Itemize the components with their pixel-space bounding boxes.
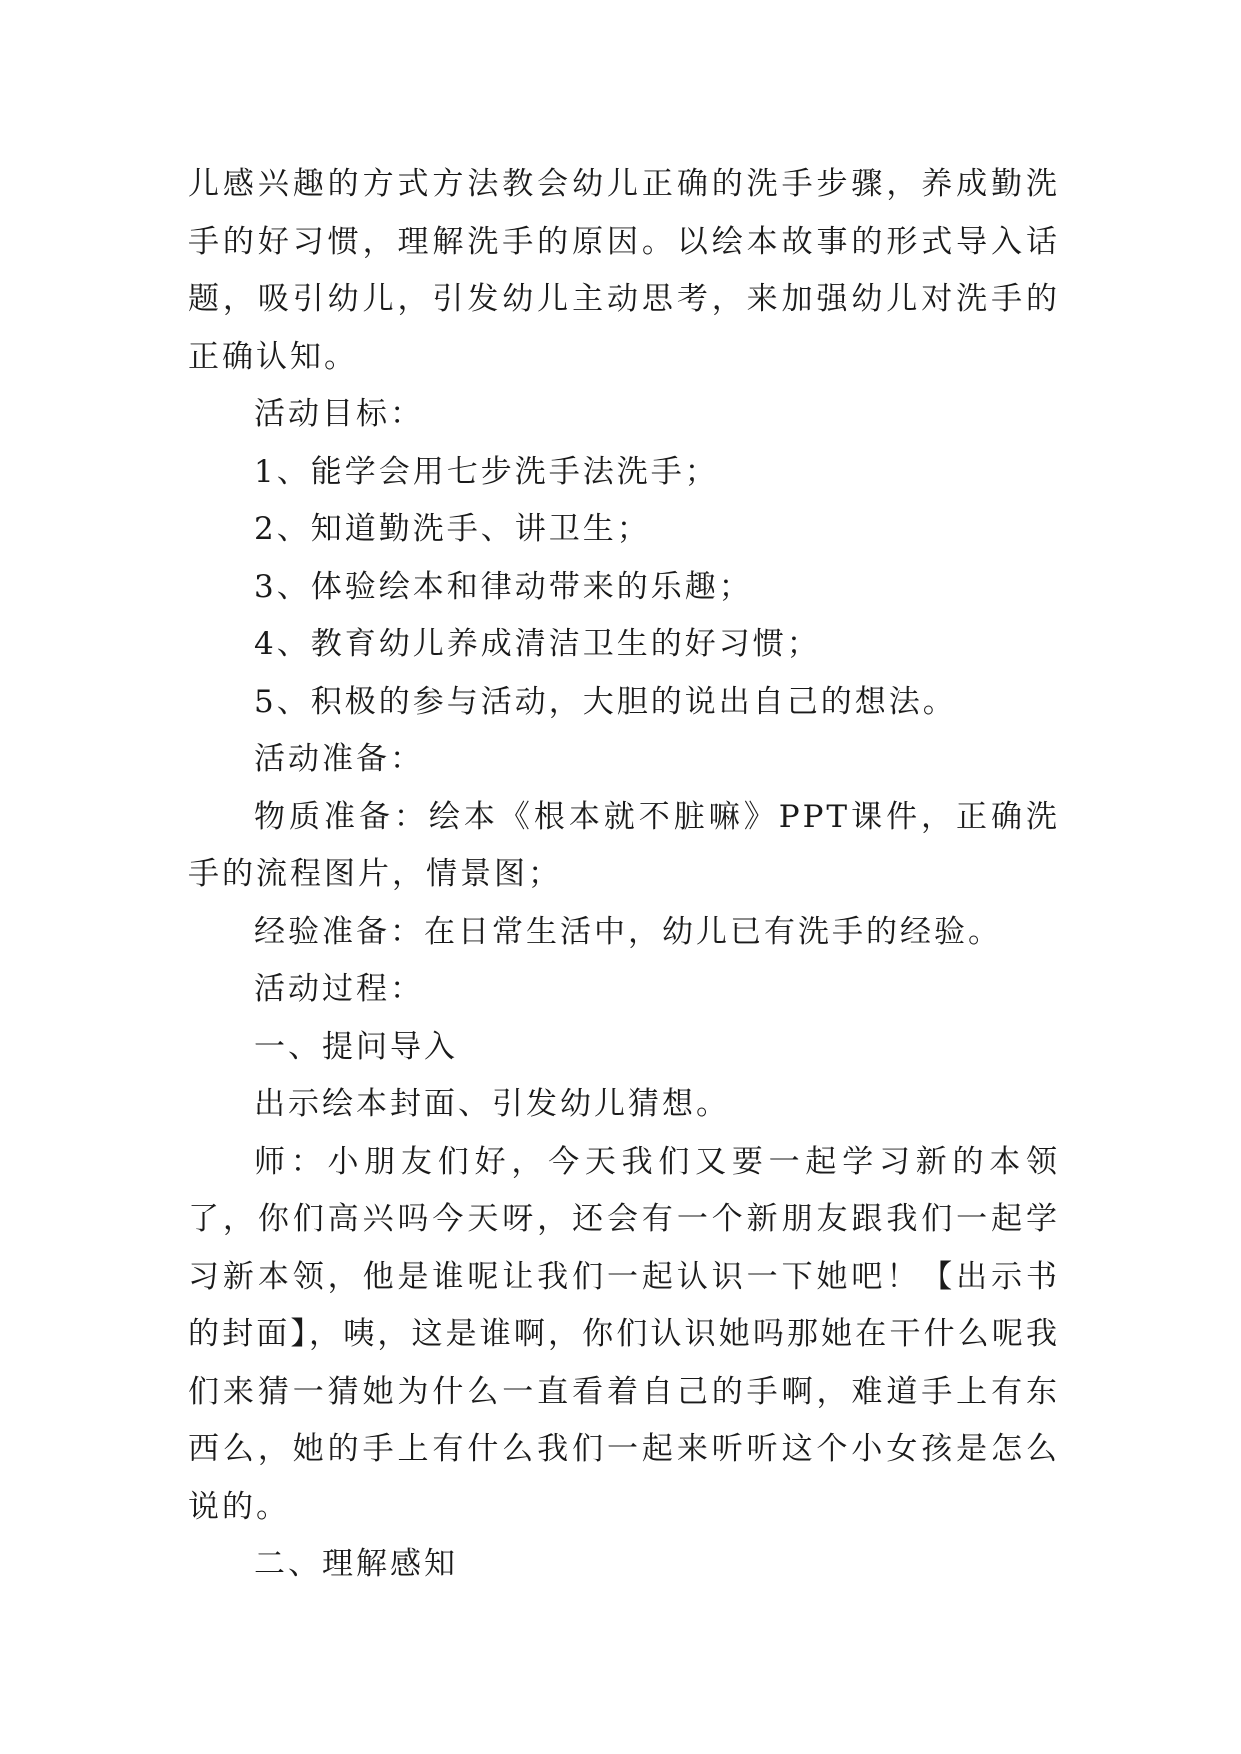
heading-activity-goals: 活动目标： [254, 396, 424, 432]
heading-activity-process: 活动过程： [254, 971, 424, 1007]
material-preparation: 物质准备：绘本《根本就不脏嘛》PPT课件，正确洗手的流程图片，情景图； [188, 798, 1060, 892]
goal-item-5: 5、积极的参与活动，大胆的说出自己的想法。 [254, 683, 957, 720]
teacher-dialogue: 师：小朋友们好，今天我们又要一起学习新的本领了，你们高兴吗今天呀，还会有一个新朋友跟我们一起学习新本领，他是谁呢让我们一起认识一下她吧！【出示书的封面】，咦，这是谁啊，你们认识她吗那她在干什么呢我们来猜一猜她为什么一直看着自己的手啊，难道手上有东西么，她的手上有什么我们一起来听听这个小女孩是怎么说的。 [188, 1143, 1060, 1525]
experience-preparation: 经验准备：在日常生活中，幼儿已有洗手的经验。 [254, 913, 1002, 950]
section-heading-1: 一、提问导入 [254, 1028, 458, 1065]
goal-item-2: 2、知道勤洗手、讲卫生； [254, 511, 651, 547]
goal-item-1: 1、能学会用七步洗手法洗手； [254, 453, 719, 490]
document-body [188, 156, 1060, 1594]
heading-activity-preparation: 活动准备： [254, 741, 424, 777]
goal-item-3: 3、体验绘本和律动带来的乐趣； [254, 568, 753, 605]
section-heading-2: 二、理解感知 [254, 1546, 458, 1582]
paragraph-intro-continued: 儿感兴趣的方式方法教会幼儿正确的洗手步骤，养成勤洗手的好习惯，理解洗手的原因。以绘本故事的形式导入话题，吸引幼儿，引发幼儿主动思考，来加强幼儿对洗手的正确认知。 [188, 166, 1060, 375]
goal-item-4: 4、教育幼儿养成清洁卫生的好习惯； [254, 626, 821, 662]
section-1-instruction: 出示绘本封面、引发幼儿猜想。 [254, 1086, 730, 1122]
